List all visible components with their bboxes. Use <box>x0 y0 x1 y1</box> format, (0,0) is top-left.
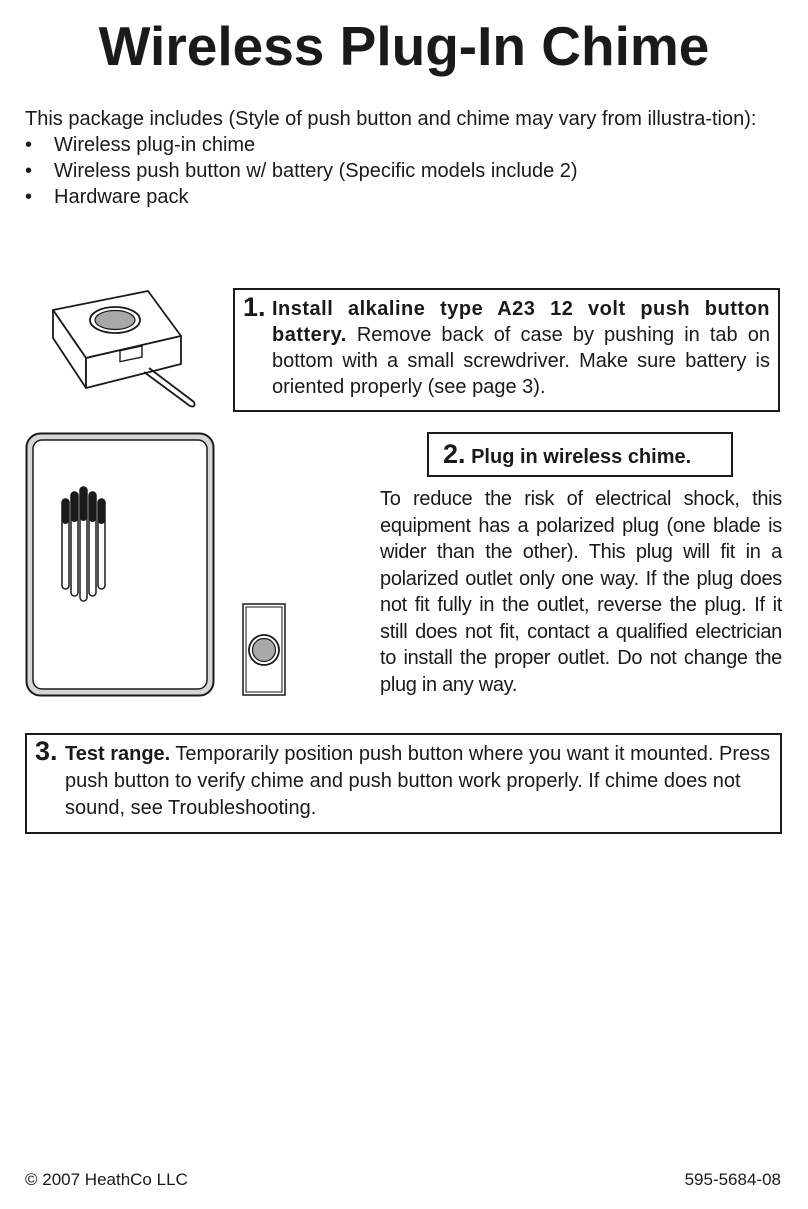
step-2-box <box>427 432 733 477</box>
step-number: 2. <box>443 439 466 469</box>
step-heading: Plug in wireless chime. <box>471 446 692 468</box>
step-heading: Test range. <box>65 743 171 765</box>
push-button-illustration <box>242 603 287 697</box>
step-number: 1. <box>243 292 266 322</box>
step-heading: Install alkaline type A23 12 volt push button battery. <box>272 298 770 346</box>
step-1-box <box>233 288 780 412</box>
step-2-body: To reduce the risk of electrical shock, this equipment has a polarized plug (one blade is wider than the other). This plug will fit in a polarized outlet only one way. If the plug does not fit fully in the outlet, reverse the plug. If it still does not fit, contact a qualified electrician to install the proper outlet. Do not change the plug in any way. <box>380 488 782 696</box>
list-item: • Wireless push button w/ battery (Specific models include 2) <box>25 158 785 184</box>
part-number: 595-5684-08 <box>684 1170 781 1189</box>
page-title: Wireless Plug-In Chime <box>98 15 710 77</box>
plug-in-chime-illustration <box>25 432 215 697</box>
intro-text: This package includes (Style of push button and chime may vary from illustra-tion): <box>25 108 757 130</box>
push-button-battery-illustration <box>48 288 198 413</box>
step-number: 3. <box>35 736 58 766</box>
copyright: © 2007 HeathCo LLC <box>25 1170 188 1189</box>
contents-list <box>25 132 785 210</box>
list-item: • Wireless plug-in chime <box>25 132 785 158</box>
step-3-box <box>25 733 782 834</box>
step-body: Temporarily position push button where you want it mounted. Press push button to verify chime and push button work properly. If chime does not sound, see Troubleshooting. <box>65 743 771 819</box>
step-body: Remove back of case by pushing in tab on bottom with a small screwdriver. Make sure battery is oriented properly (see page 3). <box>272 324 770 398</box>
list-item: • Hardware pack <box>25 184 785 210</box>
package-contents <box>25 106 785 210</box>
